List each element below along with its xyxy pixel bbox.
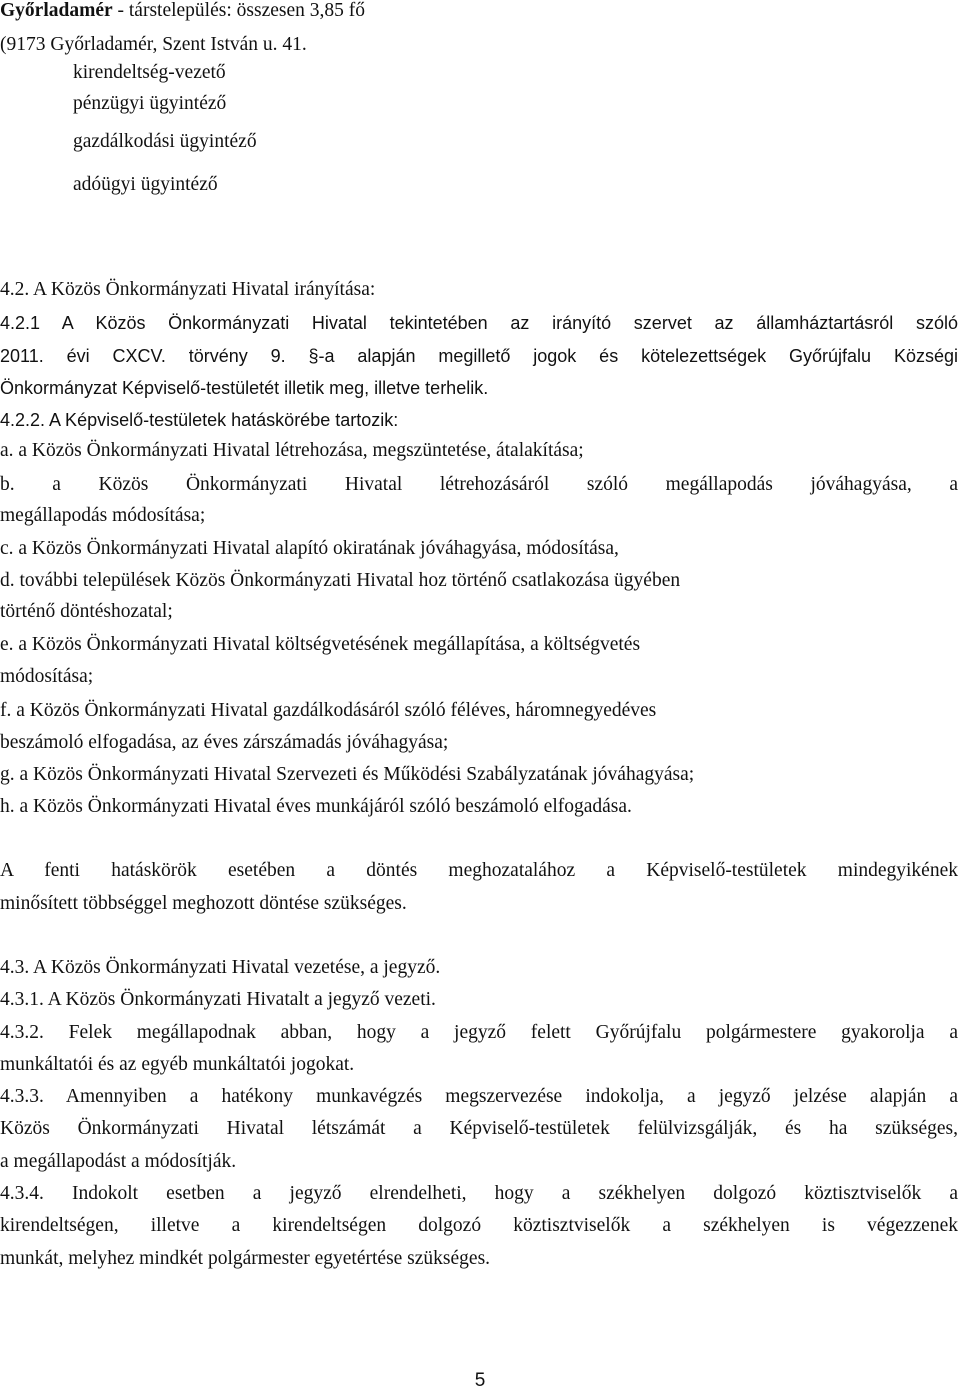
header-address: (9173 Győrladamér, Szent István u. 41. xyxy=(0,34,307,55)
paragraph-line: A fenti hatáskörök esetében a döntés meghozatalához a Képviselő-testületek mindegyikének xyxy=(0,860,958,881)
paragraph-line: kirendeltségen, illetve a kirendeltségen dolgozó köztisztviselők a székhelyen is végezzenek xyxy=(0,1215,958,1236)
subsection-heading-4-2-2: 4.2.2. A Képviselő-testületek hatáskörébe tartozik: xyxy=(0,410,399,430)
paragraph-line: 2011. évi CXCV. törvény 9. §-a alapján megillető jogok és kötelezettségek Győrújfalu Községi xyxy=(0,346,958,366)
paragraph-line: a megállapodást a módosítják. xyxy=(0,1151,237,1172)
paragraph-line: 4.3.2. Felek megállapodnak abban, hogy a jegyző felett Győrújfalu polgármestere gyakorolja a xyxy=(0,1022,958,1043)
paragraph-line: 4.3.1. A Közös Önkormányzati Hivatalt a jegyző vezeti. xyxy=(0,989,436,1010)
header-summary: - társtelepülés: összesen 3,85 fő xyxy=(112,0,365,21)
paragraph-line: 4.3.4. Indokolt esetben a jegyző elrendelheti, hogy a székhelyen dolgozó köztisztviselők a xyxy=(0,1183,958,1204)
role-item: adóügyi ügyintéző xyxy=(73,174,218,195)
list-item-c: c. a Közös Önkormányzati Hivatal alapító okiratának jóváhagyása, módosítása, xyxy=(0,538,619,559)
page-number: 5 xyxy=(474,1370,486,1391)
list-item-h: h. a Közös Önkormányzati Hivatal éves munkájáról szóló beszámoló elfogadása. xyxy=(0,796,632,817)
list-item-d: d. további települések Közös Önkormányzati Hivatal hoz történő csatlakozása ügyében xyxy=(0,570,681,591)
paragraph-line: Közös Önkormányzati Hivatal létszámát a Képviselő-testületek felülvizsgálják, és ha szükséges, xyxy=(0,1118,958,1139)
list-item-g: g. a Közös Önkormányzati Hivatal Szervezeti és Működési Szabályzatának jóváhagyása; xyxy=(0,764,695,785)
role-item: pénzügyi ügyintéző xyxy=(73,93,227,114)
paragraph-line: munkát, melyhez mindkét polgármester egyetértése szükséges. xyxy=(0,1248,491,1269)
paragraph-line: 4.3.3. Amennyiben a hatékony munkavégzés megszervezése indokolja, a jegyző jelzése alapján a xyxy=(0,1086,958,1107)
header-line xyxy=(0,0,365,22)
list-item-e-cont: módosítása; xyxy=(0,666,94,687)
place-name: Győrladamér xyxy=(0,0,113,21)
paragraph-line: Önkormányzat Képviselő-testületét illetik meg, illetve terhelik. xyxy=(0,378,489,398)
role-item: gazdálkodási ügyintéző xyxy=(73,131,257,152)
paragraph-line: munkáltatói és az egyéb munkáltatói jogokat. xyxy=(0,1054,355,1075)
section-heading-4-2: 4.2. A Közös Önkormányzati Hivatal irányítása: xyxy=(0,279,376,300)
section-heading-4-3: 4.3. A Közös Önkormányzati Hivatal vezetése, a jegyző. xyxy=(0,957,441,978)
paragraph-line: 4.2.1 A Közös Önkormányzati Hivatal tekintetében az irányító szervet az államháztartásról szóló xyxy=(0,313,958,333)
list-item-f: f. a Közös Önkormányzati Hivatal gazdálkodásáról szóló féléves, háromnegyedéves xyxy=(0,700,657,721)
list-item-f-cont: beszámoló elfogadása, az éves zárszámadás jóváhagyása; xyxy=(0,732,449,753)
paragraph-line: minősített többséggel meghozott döntése szükséges. xyxy=(0,893,407,914)
list-item-a: a. a Közös Önkormányzati Hivatal létrehozása, megszüntetése, átalakítása; xyxy=(0,440,584,461)
list-item-e: e. a Közös Önkormányzati Hivatal költségvetésének megállapítása, a költségvetés xyxy=(0,634,641,655)
role-item: kirendeltség-vezető xyxy=(73,62,226,83)
list-item-b: b. a Közös Önkormányzati Hivatal létrehozásáról szóló megállapodás jóváhagyása, a xyxy=(0,474,958,495)
list-item-b-cont: megállapodás módosítása; xyxy=(0,505,206,526)
list-item-d-cont: történő döntéshozatal; xyxy=(0,601,173,622)
